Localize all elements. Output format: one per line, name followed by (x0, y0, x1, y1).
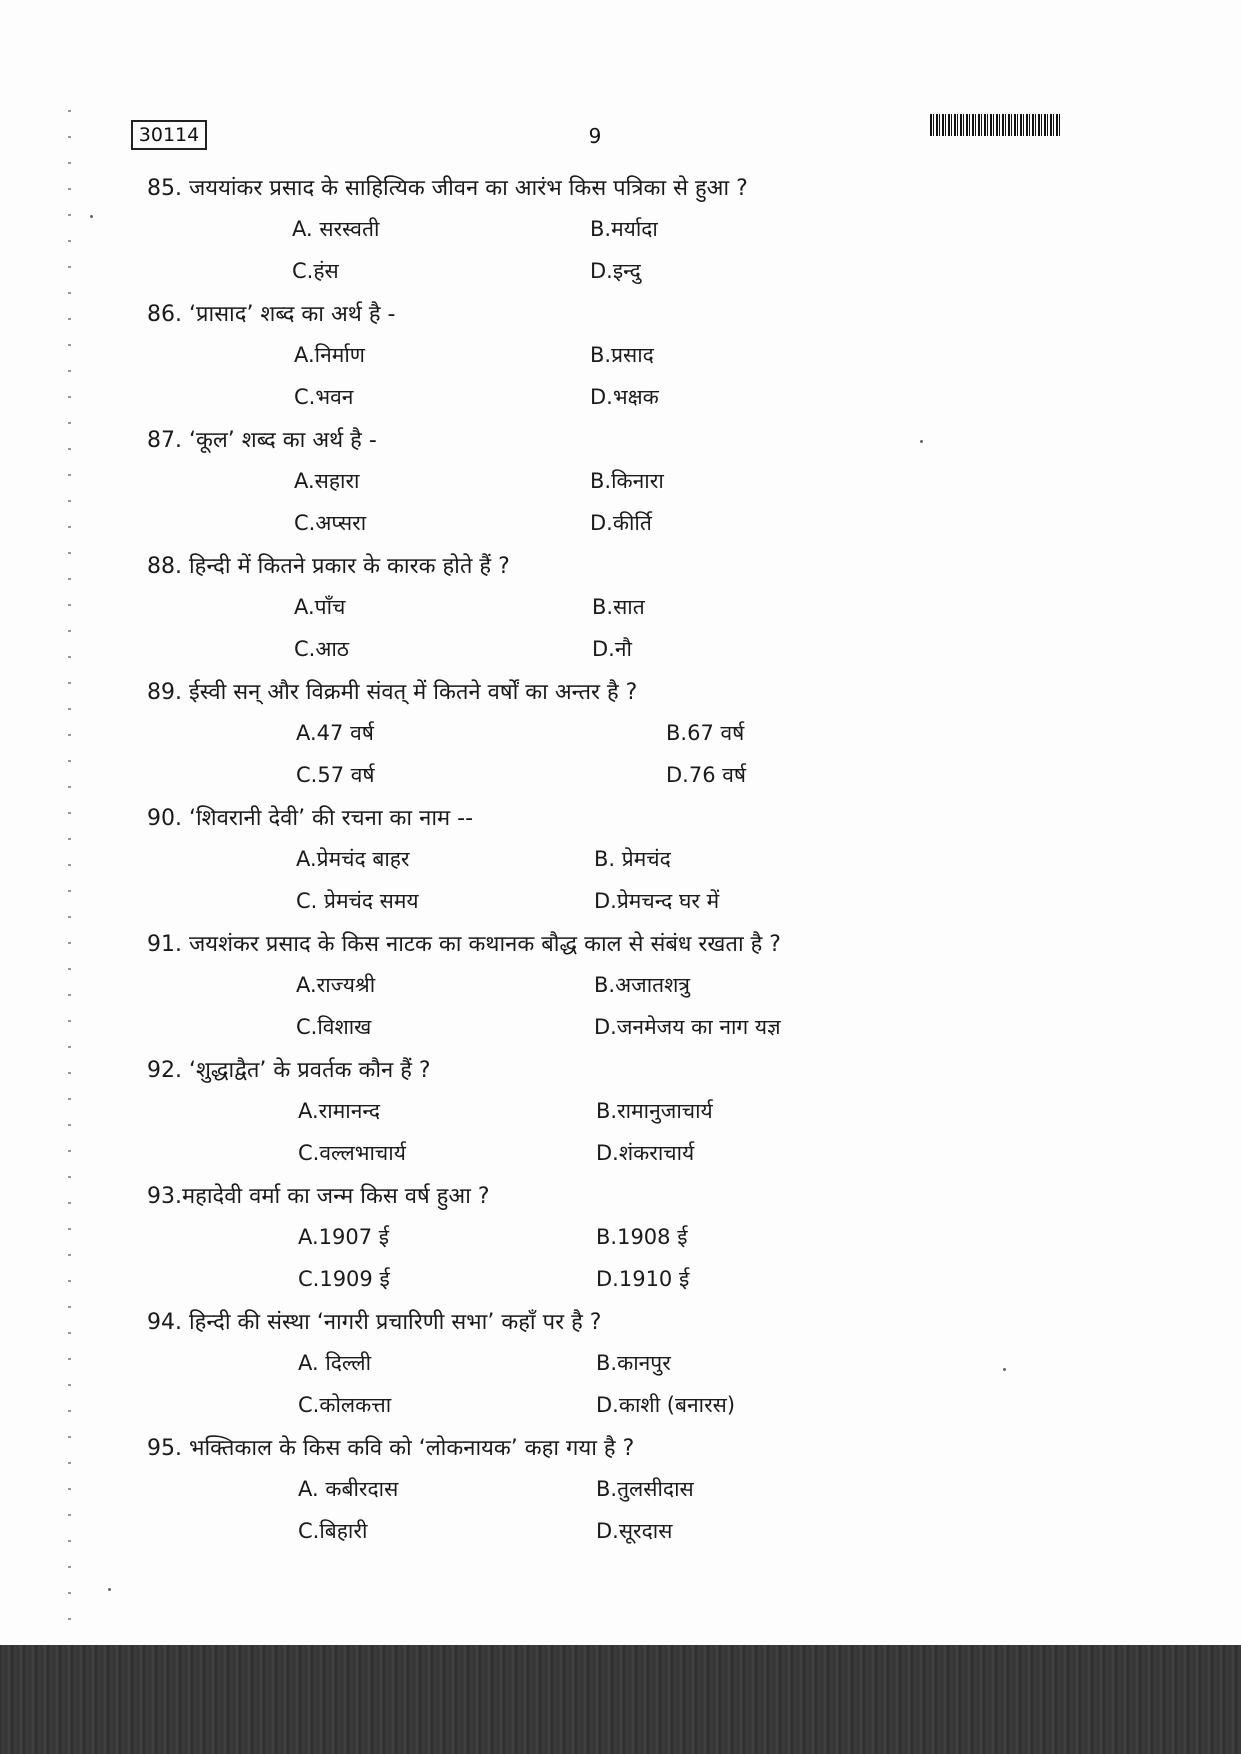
option-a: A.प्रेमचंद बाहर (296, 847, 410, 871)
option-b: B.किनारा (590, 469, 664, 493)
option-d: D.नौ (592, 637, 632, 661)
scan-speck (108, 1588, 111, 1591)
option-b: B.सात (592, 595, 645, 619)
page-number: 9 (588, 124, 602, 148)
question-92: 92. ‘शुद्धाद्वैत’ के प्रवर्तक कौन हैं ? (147, 1058, 431, 1083)
option-a: A.1907 ई (298, 1225, 390, 1249)
option-b: B.अजातशत्रु (594, 973, 690, 997)
paper-code-box: 30114 (131, 120, 207, 150)
scan-speck (1003, 1368, 1006, 1371)
option-d: D.काशी (बनारस) (596, 1393, 736, 1417)
option-d: D.76 वर्ष (666, 763, 747, 787)
question-94: 94. हिन्दी की संस्था ‘नागरी प्रचारिणी सभा’ कहॉं पर है ? (147, 1310, 602, 1335)
option-d: D.कीर्ति (590, 511, 652, 535)
option-c: C.आठ (294, 637, 350, 661)
option-a: A.रामानन्द (298, 1099, 380, 1123)
margin-dots (68, 110, 71, 1640)
option-c: C.1909 ई (298, 1267, 390, 1291)
question-85: 85. जययांकर प्रसाद के साहित्यिक जीवन का आरंभ किस पत्रिका से हुआ ? (147, 176, 748, 201)
option-b: B.कानपुर (596, 1351, 671, 1375)
barcode (930, 114, 1060, 136)
option-b: B.67 वर्ष (666, 721, 745, 745)
scanner-border (0, 1645, 1241, 1754)
option-b: B.तुलसीदास (596, 1477, 694, 1501)
option-c: C.विशाख (296, 1015, 372, 1039)
option-c: C.कोलकत्ता (298, 1393, 392, 1417)
option-b: B.प्रसाद (590, 343, 654, 367)
option-a: A.सहारा (294, 469, 360, 493)
question-91: 91. जयशंकर प्रसाद के किस नाटक का कथानक बौद्ध काल से संबंध रखता है ? (147, 932, 781, 957)
option-b: B.1908 ई (596, 1225, 688, 1249)
option-c: C.57 वर्ष (296, 763, 375, 787)
option-d: D.भक्षक (590, 385, 659, 409)
option-b: B.मर्यादा (590, 217, 658, 241)
question-93: 93.महादेवी वर्मा का जन्म किस वर्ष हुआ ? (147, 1184, 490, 1209)
option-a: A. सरस्वती (292, 217, 380, 241)
option-a: A. कबीरदास (298, 1477, 399, 1501)
option-c: C.भवन (294, 385, 354, 409)
question-88: 88. हिन्दी में कितने प्रकार के कारक होते हैं ? (147, 554, 510, 579)
question-90: 90. ‘शिवरानी देवी’ की रचना का नाम -- (147, 806, 474, 831)
question-89: 89. ईस्वी सन् और विक्रमी संवत् में कितने वर्षों का अन्तर है ? (147, 680, 638, 705)
option-b: B.रामानुजाचार्य (596, 1099, 713, 1123)
option-d: D.प्रेमचन्द घर में (594, 889, 720, 913)
option-d: D.1910 ई (596, 1267, 690, 1291)
option-c: C.बिहारी (298, 1519, 368, 1543)
option-a: A. दिल्ली (298, 1351, 372, 1375)
option-a: A.47 वर्ष (296, 721, 374, 745)
question-87: 87. ‘कूल’ शब्द का अर्थ है - (147, 428, 377, 453)
scan-speck (920, 440, 923, 443)
option-a: A.पॉंच (294, 595, 346, 619)
option-d: D.शंकराचार्य (596, 1141, 695, 1165)
question-86: 86. ‘प्रासाद’ शब्द का अर्थ है - (147, 302, 396, 327)
option-d: D.जनमेजय का नाग यज्ञ (594, 1015, 781, 1039)
option-d: D.सूरदास (596, 1519, 673, 1543)
scan-speck (90, 215, 93, 218)
option-d: D.इन्दु (590, 259, 641, 283)
option-b: B. प्रेमचंद (594, 847, 671, 871)
option-c: C.हंस (292, 259, 339, 283)
option-c: C.वल्लभाचार्य (298, 1141, 406, 1165)
option-a: A.राज्यश्री (296, 973, 376, 997)
question-95: 95. भक्तिकाल के किस कवि को ‘लोकनायक’ कहा गया है ? (147, 1436, 635, 1461)
option-c: C. प्रेमचंद समय (296, 889, 419, 913)
option-a: A.निर्माण (294, 343, 365, 367)
option-c: C.अप्सरा (294, 511, 367, 535)
